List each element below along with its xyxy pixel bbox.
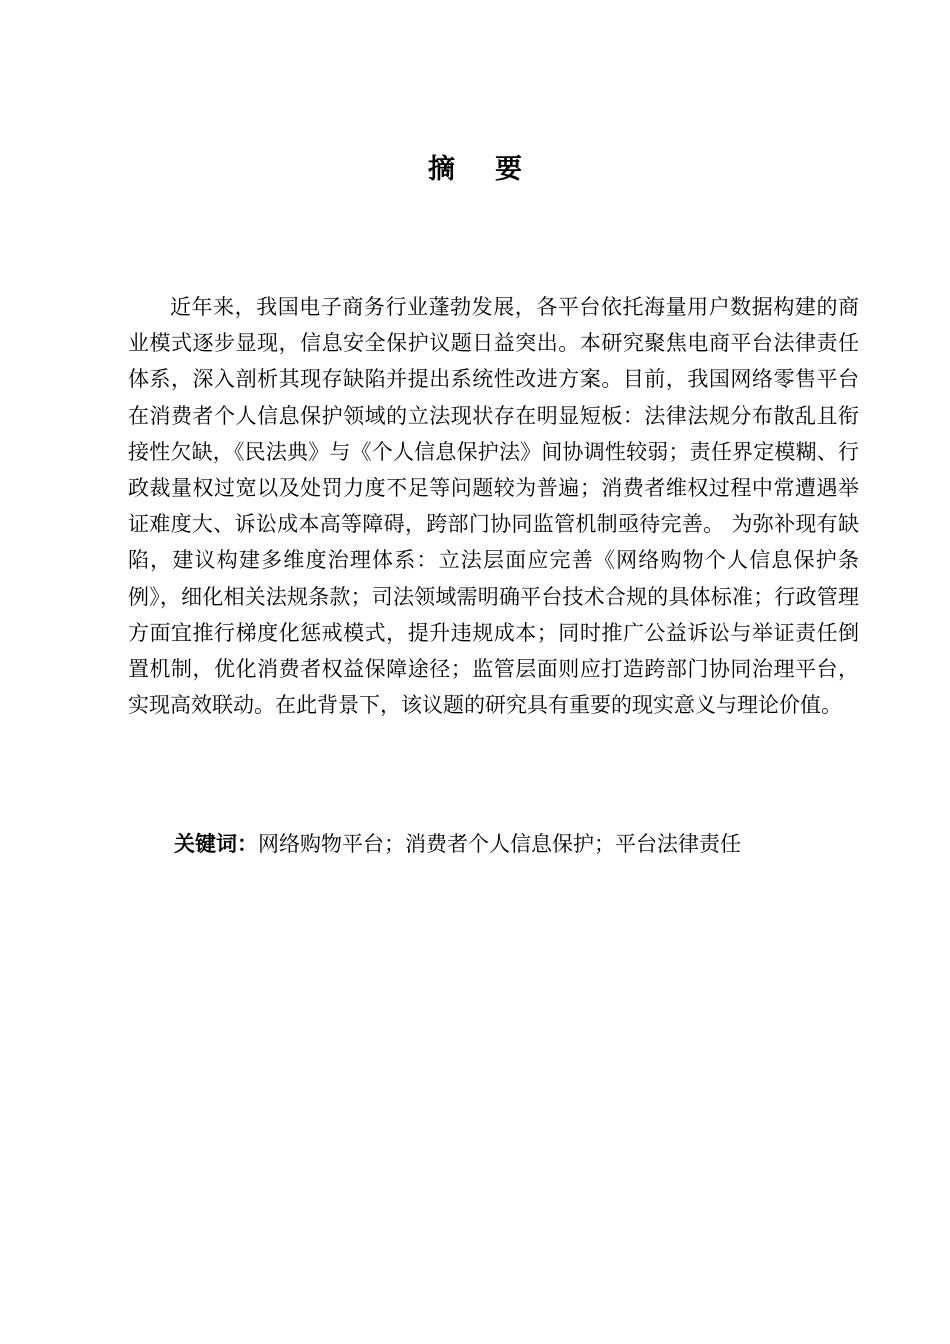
keywords-label: 关键词： (174, 832, 258, 856)
keywords-text: 网络购物平台；消费者个人信息保护；平台法律责任 (258, 832, 741, 856)
keywords-line (174, 826, 859, 862)
title-char-2: 要 (495, 154, 522, 185)
page-title (0, 150, 950, 190)
abstract-paragraph: 近年来，我国电子商务行业蓬勃发展，各平台依托海量用户数据构建的商业模式逐步显现，信息安全保护议题日益突出。本研究聚焦电商平台法律责任体系，深入剖析其现存缺陷并提出系统性改进方案。目前，我国网络零售平台在消费者个人信息保护领域的立法现状存在明显短板：法律法规分布散乱且衔接性欠缺，《民法典》与《个人信息保护法》间协调性较弱；责任界定模糊、行政裁量权过宽以及处罚力度不足等问题较为普遍；消费者维权过程中常遭遇举证难度大、诉讼成本高等障碍，跨部门协同监管机制亟待完善。 为弥补现有缺陷，建议构建多维度治理体系：立法层面应完善《网络购物个人信息保护条例》，细化相关法规条款；司法领域需明确平台技术合规的具体标准；行政管理方面宜推行梯度化惩戒模式，提升违规成本；同时推广公益诉讼与举证责任倒置机制，优化消费者权益保障途径；监管层面则应打造跨部门协同治理平台，实现高效联动。在此背景下，该议题的研究具有重要的现实意义与理论价值。 (128, 295, 859, 718)
title-char-1: 摘 (428, 154, 455, 185)
